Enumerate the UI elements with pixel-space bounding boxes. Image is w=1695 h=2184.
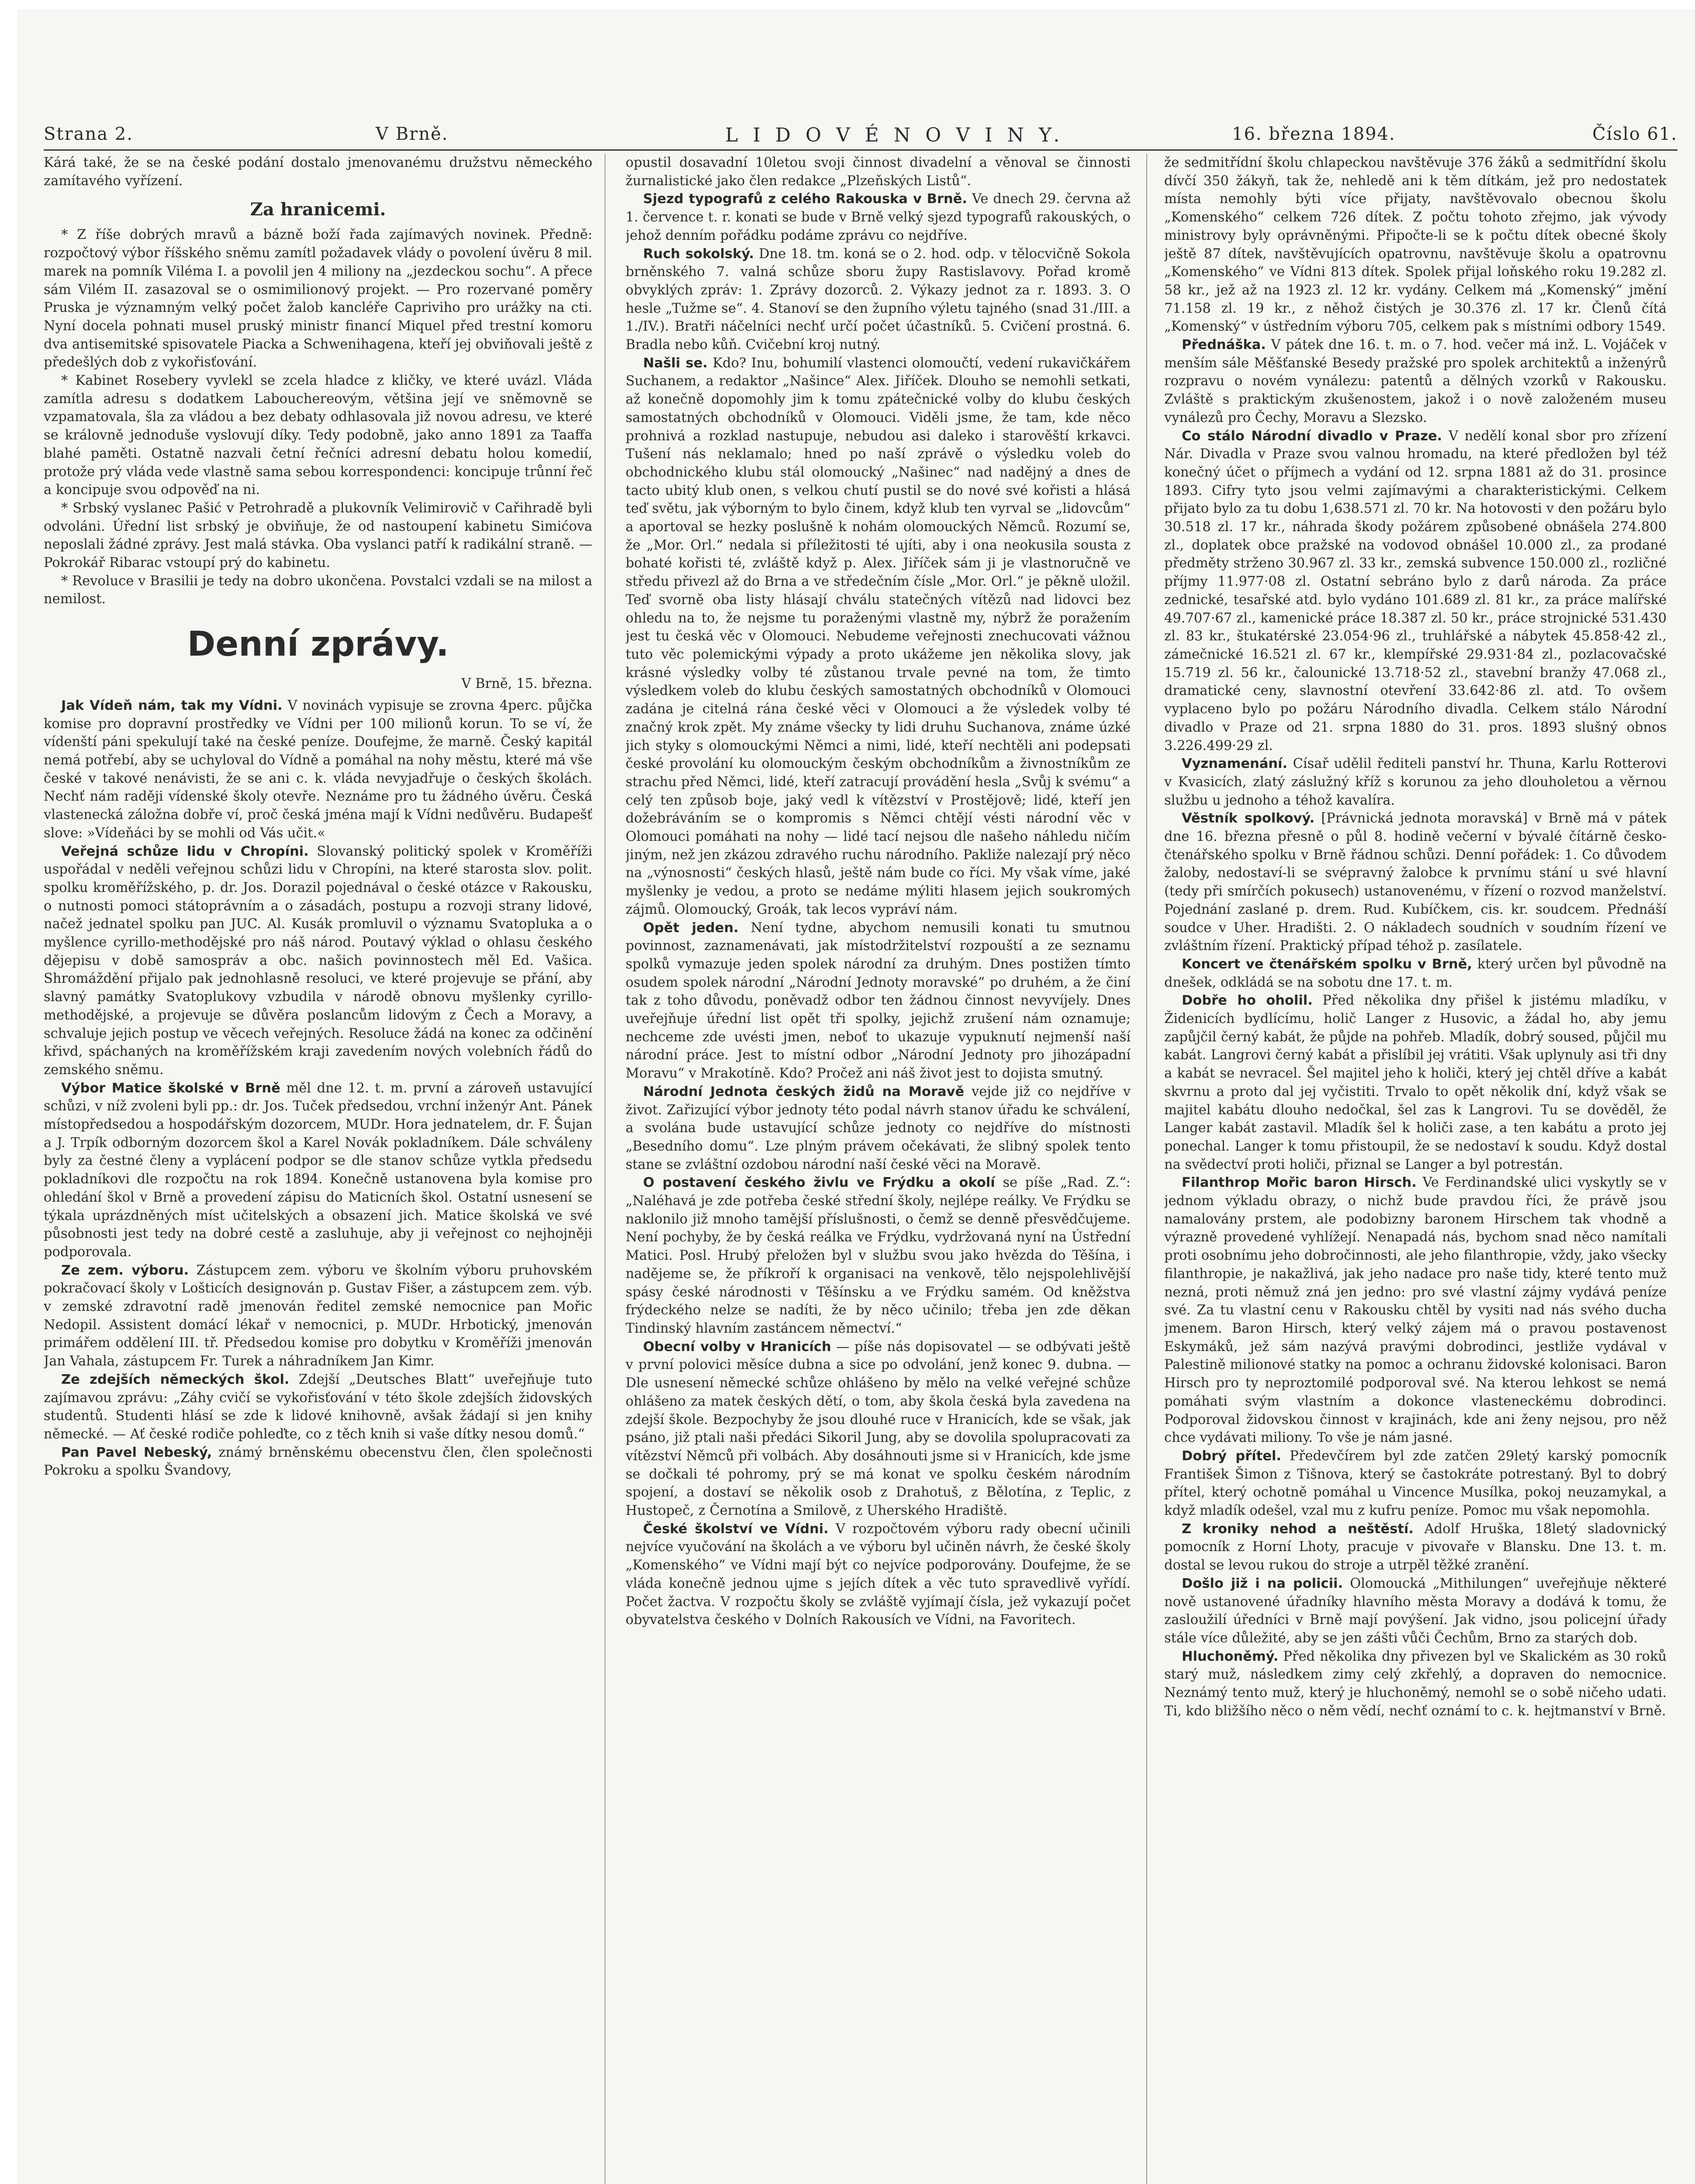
article-text: * Revoluce v Brasilii je tedy na dobro ukončena. Povstalci vzdali se na milost a nemilost. xyxy=(44,573,592,607)
news-headline: Koncert ve čtenářském spolku v Brně, xyxy=(1182,956,1472,972)
news-body: Před několika dny přivezen byl ve Skalickém as 30 roků starý muž, následkem zimy celý zkřehlý, a dopraven do nemocnice. Neznámý tento muž, který je hluchoněmý, nemohl se o sobě ničeho udati. Ti, kdo bližšího něco o něm vědí, nechť oznámí to c. k. hejtmanství v Brně. xyxy=(1164,1648,1667,1719)
news-body: — píše nás dopisovatel — se odbývati ještě v první polovici měsíce dubna a sice po odvolání, jenž konec 9. dubna. — Dle usnesení německé schůze ohlášeno by mělo na velké veřejné schůze ohlášeno za matek českých dětí, o tom, aby škola česká byla zavedena na zdejší škole. Bezpochyby že jsou dlouhé ruce v Hranicích, kde se však, jak psáno, již ptali naši předáci Sikoril Jung, aby se dovolila spolupracovati za vítězství Němců při volbách. Aby dosáhnouti jsme si v Hranicích, kde jsme se dočkali té pohromy, prý se má konat ve spolku českém národním spojení, a dostaví se několik osob z Drahotuš, z Bělotína, z Teplic, z Hustopeč, z Černotína a Smilově, z Uherského Hradiště. xyxy=(626,1339,1131,1519)
news-body: známý brněnskému obecenstvu člen, člen společnosti Pokroku a spolku Švandovy, xyxy=(44,1444,592,1479)
article-text: * Kabinet Rosebery vyvlekl se zcela hladce z kličky, ve které uvázl. Vláda zamítla adresu s dodatkem Labouchereovým, většina její ve sněmovně se vzpamatovala, šla za vládou a bez debaty odhlasovala již novou adresu, ve které se královně jednoduše vyslovují díky. Tedy podobně, jako anno 1891 za Taaffa blahé paměti. Ostatně nazvali četní řečníci adresní debatu holou komedií, protože prý vláda vede vlastně sama sebou korrespondenci: koncipuje trůnní řeč a koncipuje svou odpověď na ni. xyxy=(44,373,592,498)
news-headline: České školství ve Vídni. xyxy=(643,1521,829,1537)
news-body: Před několika dny přišel k jistému mladíku, v Židenicích bydlícímu, holič Langer z Husovic, a žádal ho, aby jemu zapůjčil černý kabát, že půjde na pohřeb. Mladík, dobrý soused, půjčil mu kabát. Langrovi černý kabát a přislíbil jej vrátiti. Však uplynuly asi tři dny a kabát se nevracel. Šel majitel jeho k holiči, který jej chtěl dříve a kabát skvrnu a proto dal jej vyčistiti. Trvalo to opět několik dní, když však se majitel kabátu dlouho nedočkal, šel zas k Langrovi. Tu se dověděl, že Langer kabát zastavil. Mladík šel k holiči zase, a ten kabátu a proto jej ponechal. Langer k tomu přistoupil, že se nedostaví k soudu. Když dostal na svědectví proti holiči, přiznal se Langer a byl potrestán. xyxy=(1164,993,1667,1172)
news-item xyxy=(1164,1520,1667,1575)
news-headline: Ze zdejších německých škol. xyxy=(61,1372,290,1387)
news-item xyxy=(1164,1648,1667,1721)
news-headline: Věstník spolkový. xyxy=(1182,811,1315,826)
news-item xyxy=(1164,1447,1667,1520)
news-headline: Sjezd typografů z celého Rakouska v Brně. xyxy=(643,191,967,207)
news-item xyxy=(44,1444,592,1480)
news-item xyxy=(1164,1575,1667,1648)
news-headline: Hluchoněmý. xyxy=(1182,1648,1279,1664)
section-heading-daily-news: Denní zprávy. xyxy=(187,625,449,664)
news-item xyxy=(626,1083,1131,1174)
news-item xyxy=(1164,809,1667,955)
news-headline: Ze zem. výboru. xyxy=(61,1262,189,1278)
news-body: V pátek dne 16. t. m. o 7. hod. večer má inž. L. Vojáček v menším sále Měšťanské Besedy pražské pro spolek architektů a inženýrů rozpravu o novém vynálezu: patentů a dělných vzorků v Rakousku. Zvláště s praktickým zkušenostem, jakož i o nově založeném museu vynálezů pro Čechy, Moravu a Slezsko. xyxy=(1164,337,1667,425)
news-item xyxy=(626,1338,1131,1520)
column-3 xyxy=(1164,154,1667,2184)
news-body: V rozpočtovém výboru rady obecní učinili nejvíce vyučování na školách a ve výboru byl učiněn návrh, že české školy „Komenského“ ve Vídni mají být co nejvíce podporovány. Doufejme, že se vláda konečně jednou ujme s jejích dítek a věc tuto spravedlivě vyřídí. Počet žactva. V rozpočtu školy se zvláště vyjímají čísla, jež vykazují počet obyvatelstva českého v Dolních Rakousích ve Vídni, na Favoritech. xyxy=(626,1521,1131,1628)
news-body: Zástupcem zem. výboru ve školním výboru pruhovském pokračovací školy v Lošticích designován p. Gustav Fišer, a zástupcem zem. výb. v zemské zdravotní radě jmenován ředitel zemské nemocnice pan Mořic Nedopil. Assistent domácí lékař v nemocnici, p. MUDr. Hrbotický, jmenován primářem oddělení III. tř. Předsedou komise pro dobytku v Kroměříži jmenován Jan Vahala, zástupcem Fr. Turek a náhradníkem Jan Kimr. xyxy=(44,1262,592,1369)
news-item xyxy=(1164,427,1667,755)
news-body: Kdo? Inu, bohumilí vlastenci olomoučtí, vedení rukavičkářem Suchanem, a redaktor „Našince“ Alex. Jiříček. Dlouho se nemohli setkati, až konečně dopomohly jim k tomu zpátečnické volby do klubu českých samostatných obchodníků v Olomouci. Viděli jsme, že tam, kde něco prohnivá a rozklad nastupuje, nebudou asi daleko i starověští krkavci. Tušení nás neklamalo; hned po naší zprávě o výsledku voleb do obchodnického klubu stál olomoucký „Našinec“ nad nadějný a dnes de tacto ubitý klub onen, s velkou chutí pustil se do nové své kořisti a hlásá teď světu, jak výborným to bylo činem, když klub ten vyrval se „lidovcům“ a aportoval se hezky poslušně k nohám olomouckých Němců. Rozumí se, že „Mor. Orl.“ nedala si příležitosti té ujíti, aby i ona neokusila sousta z bohaté kořisti té, zvláště když p. Alex. Jiříček sám ji je vlastnoručně ve středu přivezl až do Brna a ve středečním čísle „Mor. Orl.“ je pěkně uložil. Teď svorně oba listy hlásají chválu statečných vítězů nad lidovci bez ohledu na to, že nejsme tu poraženými vlastně my, nýbrž že poražením jest tu česká věc v Olomouci. Nebudeme veřejnosti znechucovati vážnou tuto věc polemickými výpady a proto ukážeme jen několika slovy, jak krásné výsledky volby té zůstanou trvale pevné na tom, že timto výsledkem voleb do klubu českých samostatných obchodníků v Olomouci zadána je citelná rána české věci v Olomouci a že výsledek volby té značný krok zpět. My známe všecky ty lidi druhu Suchanova, známe úzké jich styky s olomouckými Němci a nimi, lidé, kteří nechtěli ani podepsati české provolání ku olomouckým českým obchodníkům a živnostníkům ze strachu před Němci, lidé, kteří zatracují provádění hesla „Svůj k svému“ a celý ten způsob boje, jaký vedl k vítězství v Prostějově; lidé, kteří jen dožebráváním se o kompromis s Němci chtějí vésti národní věc v Olomouci pomáhati na nohy — lidé tací nejsou dle našeho náhledu ničím jiným, než jen zkázou zdravého ruchu národního. Pakliže nalezají prý něco na „výnosnosti“ českých hlasů, ještě nám bude co říci. My však víme, jaké myšlenky je vedou, a proto se nedáme mýliti hlasem jejich soukromých zájmů. Olomoucký, Groák, tak lecos vypráví nám. xyxy=(626,355,1131,917)
news-item xyxy=(1164,992,1667,1174)
news-item xyxy=(626,190,1131,245)
news-headline: Ruch sokolský. xyxy=(643,246,754,262)
news-headline: Opět jeden. xyxy=(643,920,739,936)
news-body: Zdejší „Deutsches Blatt“ uveřejňuje tuto zajímavou zprávu: „Záhy cvičí se vykořisťování v této škole zdejších židovských studentů. Studenti hlásí se zde k lidové knihovně, avšak žádají si jen knihy německé. — Ať české rodiče pohleďte, co z těch knih si vaše dítky nesou domů.“ xyxy=(44,1372,592,1442)
issue-number: Číslo 61. xyxy=(1592,124,1678,144)
news-item xyxy=(44,843,592,1079)
news-body: se píše „Rad. Z.“: „Naléhavá je zde potřeba české střední školy, nejlépe reálky. Ve Frýdku se naklonilo již mnoho tamější příslušnosti, o čemž se denně přesvědčujeme. Není pochyby, že by česká reálka ve Frýdku, vydržovaná nyní na Ústřední Matici. Posl. Hrubý přeložen byl v službu svou jako hvězda do Těšína, i nadějeme se, že příkroří k organisaci na venkově, tělo nejspolehlivější spásy české národnosti v Těšínsku a ve Frýdku samém. Od kněžstva frýdeckého nelze se nadíti, že by něco učinilo; třeba jen zde děkan Tindinský hlavním zastáncem němectví.“ xyxy=(626,1175,1131,1336)
news-item xyxy=(1164,336,1667,427)
news-headline: Výbor Matice školské v Brně xyxy=(61,1080,280,1096)
news-headline: Z kroniky nehod a neštěstí. xyxy=(1182,1521,1414,1537)
article-text: * Srbský vyslanec Pašić v Petrohradě a plukovník Velimirovič v Cařihradě byli odvoláni. Úřední list srbský je obviňuje, že od nastoupení kabinetu Simićova neposlali žádné zprávy. Jest malá stávka. Oba vyslanci patří k radikální straně. — Pokrokář Ribarac vstoupí prý do kabinetu. xyxy=(44,500,592,571)
article-text: opustil dosavadní 10letou svoji činnost divadelní a věnoval se činnosti žurnalistické jako člen redakce „Plzeňských Listů“. xyxy=(626,155,1131,189)
column-divider xyxy=(1146,154,1147,2184)
news-body: Olomoucká „Mithilungen“ uveřejňuje některé nově ustanovené úřadníky hlavního města Moravy a dodává k tomu, že zasloužilí úředníci v Brně mají povýšení. Jak vidno, jsou policejní úřady stále více důležité, aby se jen zášti vůči Čechům, Brno za starých dob. xyxy=(1164,1576,1667,1646)
news-headline: Došlo již i na policii. xyxy=(1182,1576,1343,1591)
news-headline: Dobře ho oholil. xyxy=(1182,993,1313,1009)
column-1 xyxy=(44,154,592,2184)
page-number: Strana 2. xyxy=(44,124,133,144)
news-item xyxy=(626,919,1131,1083)
news-body: Ve dnech 29. června až 1. července t. r. konati se bude v Brně velký sjezd typografů rakouských, o jehož denním pořádku podáme zprávu co nejdříve. xyxy=(626,191,1131,243)
news-item xyxy=(44,697,592,843)
issue-date: 16. března 1894. xyxy=(1232,124,1396,144)
news-body: Ve Ferdinandské ulici vyskytly se v jednom výkladu obrazy, o nichž bude pravdou říci, že právě jsou namalovány prstem, ale podobizny baronem Hirschem tak vhodně a výrazně provedené vyhlížejí. Nenapadá nás, bychom snad něco namítali proti osobnímu jeho dobročinnosti, ale jeho filanthropie, vždy, jako všecky filanthropie, je nakažlivá, jak jeho nadace pro naše tidy, které tento muž nezná, proti němuž zná jen jedno: pro své vlastní zájmy vydává peníze své. Za tu vlastní cenu v Rakousku chtěl by vysiti nad nás svého ducha jmenem. Baron Hirsch, který velký zájem má o pravou postavenost Eskymáků, jež sám nazývá pravými dobrodinci, jestliže vydával v Palestině milionové statky na pomoc a ochranu židovské kolonisaci. Baron Hirsch pro ty neproztomilé podporoval své. Na kterou lehkost se nemá pomáhati svým vlastním a dokonce vlasteneckému dobrodinci. Podporoval židovskou činnost v krajinách, kde ani ženy nejsou, pro něž chce vydávati miliony. To vše je nám jasné. xyxy=(1164,1175,1667,1446)
news-body: Předevčírem byl zde zatčen 29letý karský pomocník František Šimon z Tišnova, který se častokráte potrestaný. Byl to dobrý přítel, který ochotně pomáhal u Vincence Musílka, pokoj neuzamykal, a když mladík odešel, vzal mu z kufru peníze. Pomoc mu však nepomohla. xyxy=(1164,1448,1667,1519)
news-item xyxy=(626,1174,1131,1337)
news-item xyxy=(44,1261,592,1371)
news-body: Císař udělil řediteli panství hr. Thuna, Karlu Rotterovi v Kvasicích, zlatý záslužný kříž s korunou za jeho dlouholetou a věrnou službu u jednoho a téhož kavalíra. xyxy=(1164,756,1667,808)
news-item xyxy=(626,1520,1131,1629)
news-headline: Dobrý přítel. xyxy=(1182,1448,1281,1464)
news-body: V novinách vypisuje se zrovna 4perc. půjčka komise pro dopravní prostředky ve Vídni per 100 milionů korun. To se ví, že vídenští páni spekulují také na české peníze. Doufejme, že marně. Český kapitál nemá potřebí, aby se uchyloval do Vídně a pomáhal na nohy městu, které má vše české v takové nenávisti, že se ani c. k. vláda nevyjadřuje o českých školách. Nechť nám raději vídenské školy otevře. Neznáme pro tu žádného úvěru. Česká vlastenecká záložna dobře ví, proč česká jména mají k Vídni nedůvěru. Budapešť slove: »Vídeňáci by se mohli od Vás učit.« xyxy=(44,698,592,841)
news-headline: O postavení českého živlu ve Frýdku a okolí xyxy=(643,1175,995,1191)
news-body: Adolf Hruška, 18letý sladovnický pomocník z Horní Lhoty, pracuje v pivovaře v Blansku. Dne 13. t. m. dostal se levou rukou do stroje a utrpěl těžké zranění. xyxy=(1164,1521,1667,1573)
section-heading-abroad: Za hranicemi. xyxy=(250,199,386,220)
news-headline: Vyznamenání. xyxy=(1182,756,1288,772)
news-body: Slovanský politický spolek v Kroměříži uspořádal v neděli veřejnou schůzi lidu v Chropíni, na které starosta slov. polit. spolku kroměřížského, p. dr. Jos. Dorazil pojednával o české otázce v Rakousku, o nutnosti pomoci státoprávním a o zásadách, postupu a rozvoji strany lidové, načež jednatel spolku pan JUC. Al. Kusák promluvil o významu Svatopluka a o myšlence cyrillo-methodějské pro náš národ. Poutavý výklad o ohlasu českého dějepisu v době samospráv a obc. našich povinnostech měl Ed. Vašica. Shromáždění přijalo pak jednohlasně resoluci, ve které projevuje se přání, aby slavný památky Svatoplukovy vzbudila v národě obnovu myšlenky cyrillo-methodějské, a projevuje se důvěra poslancům lidovým z Čech a Moravy, a schvaluje jejich postup ve věcech veřejných. Resoluce žádá na konec za odčinění křivd, spáchaných na kroměřížském kraji zavedením nových volebních řádů do zemského sněmu. xyxy=(44,843,592,1078)
news-body: vejde již co nejdříve v život. Zařizující výbor jednoty této podal návrh stanov úřadu ke schválení, a svolána bude ustavující schůze jednoty co nejdříve do místnosti „Besedního domu“. Lze plným právem očekávati, že slibný spolek tento stane se zvláštní ozdobou národní naší české věci na Moravě. xyxy=(626,1084,1131,1172)
news-body: Není tydne, abychom nemusili konati tu smutnou povinnost, zaznamenávati, jak místodržitelství rozpouští a ze seznamu spolků vymazuje jeden spolek národní za druhým. Dnes postižen tímto osudem spolek národní „Národní Jednoty moravské“ po druhém, a že činí tak z toho důvodu, poněvadž odbor ten žádnou činnost nevyvíjely. Dnes uveřejňuje úřední list opět tři spolky, jejichž zrušení nám oznamuje; nechceme zde uvésti jmen, neboť to ukazuje vypuknutí nejmenší naší národní práce. Jest to místní odbor „Národní Jednoty pro jihozápadní Moravu“ v Mrakotíně. Kdo? Pročež ani náš život jest to dojista smutný. xyxy=(626,920,1131,1082)
dateline: V Brně, 15. března. xyxy=(461,676,592,692)
masthead-title: L I D O V É N O V I N Y. xyxy=(725,124,1064,146)
news-headline: Našli se. xyxy=(643,355,708,371)
news-headline: Národní Jednota českých židů na Moravě xyxy=(643,1084,965,1099)
news-item xyxy=(44,1371,592,1444)
page-header xyxy=(44,124,1678,146)
news-body: V nedělí konal sbor pro zřízení Nár. Divadla v Praze svou valnou hromadu, na které předložen byl též konečný účet o příjmech a vydání od 12. srpna 1881 až do 31. prosince 1893. Cifry tyto jsou velmi zajímavými a charakteristickými. Celkem přijato bylo za tu dobu 1,638.571 zl. 70 kr. Na hotovosti v den požáru bylo 30.518 zl. 17 kr., náhrada škody požárem způsobené obnášela 274.800 zl., doplatek obce pražské na vodovod obnášel 10.000 zl., za prodané předměty strženo 30.967 zl. 33 kr., zemská subvence 150.000 zl., rozličné příjmy 11.977·08 zl. Ostatní sebráno bylo z darů národa. Za práce zednické, tesařské atd. bylo vydáno 101.689 zl. 81 kr., za práce malířské 49.707·67 zl., kamenické práce 18.387 zl. 50 kr., práce strojnické 531.430 zl. 83 kr., štukatérské 23.054·96 zl., truhlářské a nábytek 45.858·42 zl., zámečnické 16.521 zl. 67 kr., klempířské 29.931·84 zl., pozlacovačské 15.719 zl. 56 kr., čalounické 13.718·52 zl., stavební branžy 47.068 zl., dramatické ceny, slavnostní otevření 33.642·86 zl. atd. To ovšem vyplaceno bylo po požáru Národního divadla. Celkem stálo Národní divadlo v Praze od 21. srpna 1880 do 31. pros. 1893 slušný obnos 3.226.499·29 zl. xyxy=(1164,428,1667,753)
news-body: měl dne 12. t. m. první a zároveň ustavující schůzi, v níž zvoleni byli pp.: dr. Jos. Tuček předsedou, vrchní inženýr Ant. Pánek místopředsedou a hospodářským dozorcem, MUDr. Hora jednatelem, dr. F. Šujan a J. Trpík odborným dozorcem škol a Karel Novák pokladníkem. Dále schváleny byly za čestné členy a vyplácení podpor se dle stanov schůze vytkla předsedu pokladníkovi dle rozpočtu na rok 1894. Konečně ustanovena byla komise pro ohledání škol v Brně a provedení zápisu do Maticních škol. Ostatní usnesení se týkala uprázdněných míst učitelských a obsazení jich. Matice školská ve své působnosti jest tedy na dobré cestě a zasluhuje, aby ji veřejnost co nejhojněji podporovala. xyxy=(44,1080,592,1260)
news-item xyxy=(44,1079,592,1261)
news-item xyxy=(1164,755,1667,809)
news-headline: Jak Vídeň nám, tak my Vídni. xyxy=(61,698,283,713)
article-text: * Z říše dobrých mravů a bázně boží řada zajímavých novinek. Předně: rozpočtový výbor říšského sněmu zamítl požadavek vlády o povolení úvěru 8 mil. marek na pomník Viléma I. a povolil jen 4 miliony na „jezdeckou sochu“. A přece sám Vilém II. zasazoval se o osmimilionový projekt. — Pro rozervané poměry Pruska je významným velký počet žalob kancléře Capriviho pro urážky na cti. Nyní docela pohnati musel pruský ministr financí Miquel před trestní komoru dva antisemitské spisovatele Piacka a Schwenihagena, kteří jej obviňovali ještě z předešlých dob z vykořisťování. xyxy=(44,227,592,370)
header-rule xyxy=(44,149,1678,151)
news-headline: Obecní volby v Hranicích xyxy=(643,1339,831,1355)
news-body: [Právnická jednota moravská] v Brně má v pátek dne 16. března přesně o půl 8. hodině večerní v bývalé čítárně česko-čtenářského spolku v Brně řádnou schůzi. Denní pořádek: 1. Co důvodem žaloby, nedostaví-li se svépravný žalobce k prvnímu stání u své hlavní (tedy při smírčích pokusech) ustanovenému, v řízení o rozvod manželství. Pojednání zaslané p. drem. Rud. Kubíčkem, cis. kr. soudcem. Přednáší soudce v Uher. Hradišti. 2. O nákladech soudních v soudním řízení ve zvláštním řízení. Praktický případ téhož p. zasílatele. xyxy=(1164,811,1667,954)
news-item xyxy=(1164,955,1667,992)
news-item xyxy=(626,245,1131,354)
news-item xyxy=(626,354,1131,919)
news-headline: Filanthrop Mořic baron Hirsch. xyxy=(1182,1175,1417,1191)
news-headline: Co stálo Národní divadlo v Praze. xyxy=(1182,428,1442,444)
news-item xyxy=(1164,1174,1667,1447)
news-headline: Veřejná schůze lidu v Chropíni. xyxy=(61,843,309,859)
article-text: Kárá také, že se na české podání dostalo jmenovanému družstvu německého zamítavého vyřízení. xyxy=(44,155,592,189)
news-body: Dne 18. tm. koná se o 2. hod. odp. v tělocvičně Sokola brněnského 7. valná schůze sboru župy Rastislavovy. Pořad kromě obvyklých zpráv: 1. Zprávy dozorců. 2. Výkazy jednot za r. 1893. 3. O hesle „Tužme se“. 4. Stanoví se den župního výletu tajného (snad 31./III. a 1./IV.). Bratři náčelníci nechť určí počet účastníků. 5. Cvičení prostná. 6. Bradla nebo kůň. Cvičební kroj nutný. xyxy=(626,246,1131,353)
column-2 xyxy=(626,154,1131,2184)
news-headline: Pan Pavel Nebeský, xyxy=(61,1444,212,1460)
news-headline: Přednáška. xyxy=(1182,337,1266,353)
newspaper-page xyxy=(17,10,1695,2184)
header-city: V Brně. xyxy=(376,124,449,144)
article-text: že sedmitřídní školu chlapeckou navštěvuje 376 žáků a sedmitřídní školu dívčí 350 žákyň, tak že, nehledě ani k těm dítkám, jež pro nedostatek místa nemohly býti více přijaty, navštěvovalo obecnou školu „Komenského“ celkem 726 dítek. Z počtu tohoto zřejmo, jak vývody ministrovy byly oprávněnými. Připočte-li se k počtu dítek obecné školy ještě 87 dítek, navštěvujících opatrovnu, navštěvuje školu a opatrovnu „Komenského“ ve Vídni 813 dítek. Spolek přijal loňského roku 19.282 zl. 58 kr., jež až na 1923 zl. 12 kr. vydány. Celkem má „Komenský“ jmění 71.158 zl. 19 kr., z něhož čistých je 30.376 zl. 17 kr. Členů čítá „Komenský“ v ústředním výboru 705, celkem pak s místními odbory 1549. xyxy=(1164,155,1667,335)
news-body: který určen byl původně na dnešek, odkládá se na sobotu dne 17. t. m. xyxy=(1164,956,1667,990)
